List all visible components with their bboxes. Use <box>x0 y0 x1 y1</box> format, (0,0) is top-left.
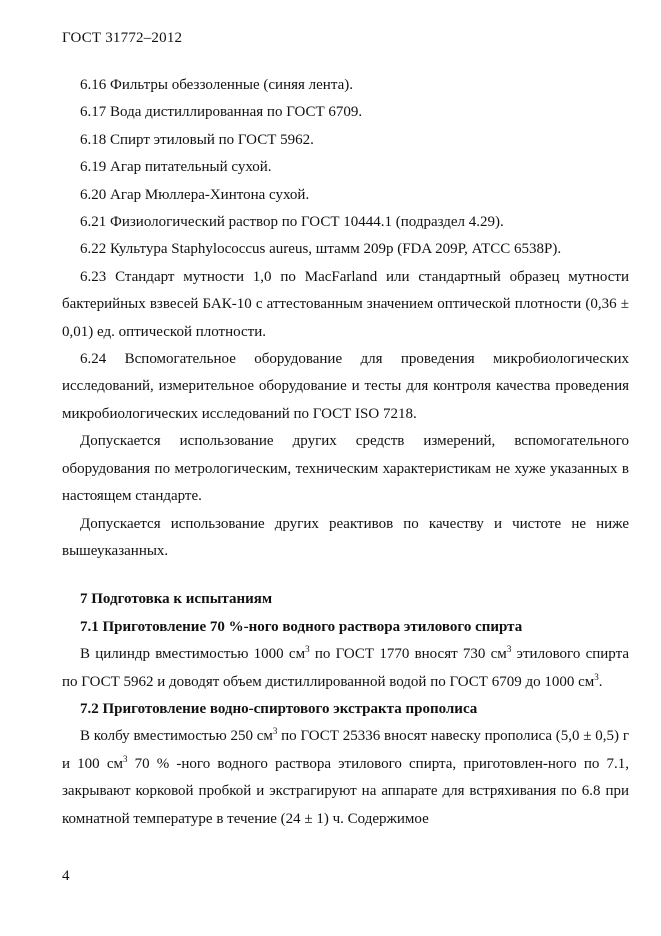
page-number: 4 <box>62 868 70 884</box>
document-header: ГОСТ 31772–2012 <box>62 30 183 46</box>
list-item: 6.16 Фильтры обеззоленные (синяя лента). <box>80 77 353 93</box>
subsection-heading: 7.1 Приготовление 70 %-ного водного раствора этилового спирта <box>80 618 523 635</box>
subsection-heading: 7.2 Приготовление водно-спиртового экстракта прополиса <box>80 700 478 717</box>
paragraph: В колбу вместимостью 250 $см^3$ по ГОСТ 25336 вносят навеску прополиса (5,0 ± 0,5) г и 100 $см^3$ 70 % -ного водного раствора этилового спирта, приготовлен-ного по 7.1, закрывают корковой пробкой и экстрагируют на аппарате для встряхивания по 6.8 при комнатной температуре в течение (24 ± 1) ч. Содержимое <box>62 726 629 827</box>
list-item: 6.20 Агар Мюллера-Хинтона сухой. <box>80 186 310 203</box>
list-item: 6.18 Спирт этиловый по ГОСТ 5962. <box>80 131 314 148</box>
document-body <box>62 72 629 833</box>
list-item: 6.23 Стандарт мутности 1,0 по MacFarland или стандартный образец мутности бактерийных взвесей БАК-10 с аттестованным значением оптической плотности (0,36 ± 0,01) ед. оптической плотности. <box>62 268 629 340</box>
paragraph: Допускается использование других средств измерений, вспомогательного оборудования по метрологическим, техническим характеристикам не хуже указанных в настоящем стандарте. <box>62 433 629 505</box>
list-item: 6.17 Вода дистиллированная по ГОСТ 6709. <box>80 104 363 121</box>
paragraph: В цилиндр вместимостью 1000 $см^3$ по ГОСТ 1770 вносят 730 $см^3$ этилового спирта по ГОСТ 5962 и доводят объем дистиллированной водой по ГОСТ 6709 до 1000 $см^3$. <box>62 644 629 690</box>
list-item: 6.24 Вспомогательное оборудование для проведения микробиологических исследований, измерительное оборудование и тесты для контроля качества проведения микробиологических исследований по ГОСТ ISO 7218. <box>62 351 629 422</box>
list-item: 6.19 Агар питательный сухой. <box>80 159 272 176</box>
list-item: 6.21 Физиологический раствор по ГОСТ 10444.1 (подраздел 4.29). <box>80 214 504 231</box>
section-heading: 7 Подготовка к испытаниям <box>80 591 273 608</box>
paragraph: Допускается использование других реактивов по качеству и чистоте не ниже вышеуказанных. <box>62 515 629 559</box>
list-item: 6.22 Культура Staphylococcus aureus, штамм 209р (FDA 209Р, АТСС 6538Р). <box>80 241 562 258</box>
